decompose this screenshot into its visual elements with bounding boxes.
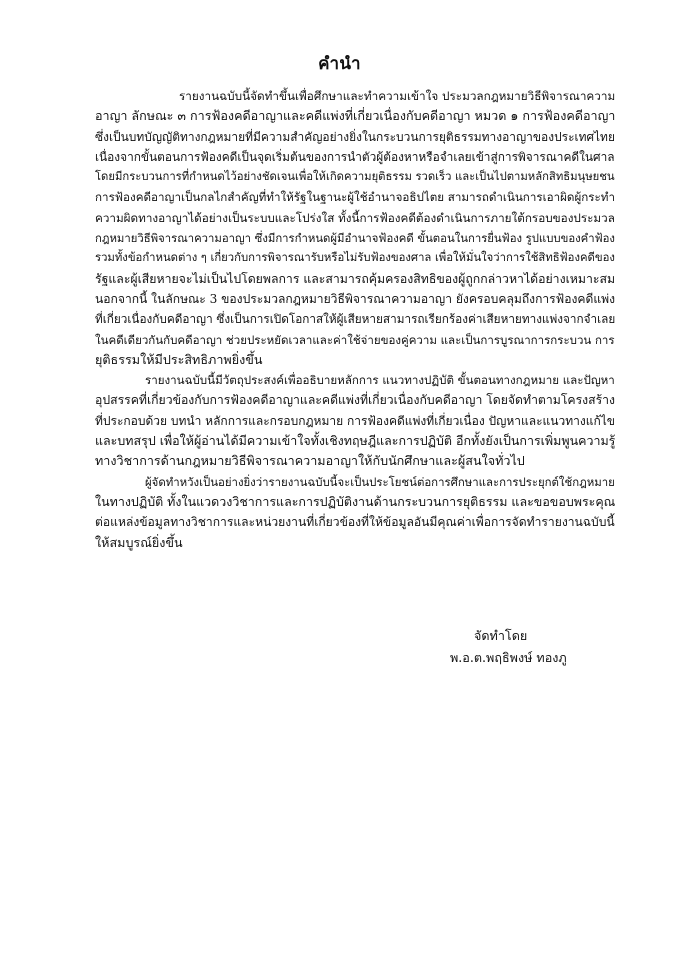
paragraph-line: ในคดีเดียวกันกับคดีอาญา ช่วยประหยัดเวลาและค่าใช้จ่ายของคู่ความ และเป็นการบูรณาการกระบวน การ [95,332,615,347]
page-title: คำนำ [318,54,361,74]
paragraph-line: อาญา ลักษณะ ๓ การฟ้องคดีอาญาและคดีแพ่งที่เกี่ยวเนื่องกับคดีอาญา หมวด ๑ การฟ้องคดีอาญา [95,108,616,124]
paragraph-closing [95,472,615,553]
signature-label: จัดทำโดย [474,628,528,643]
paragraph-line: ต่อแหล่งข้อมูลทางวิชาการและหน่วยงานที่เกี่ยวข้องที่ให้ข้อมูลอันมีคุณค่าเพื่อการจัดทำรายงานฉบับนี้ [95,515,615,530]
paragraph-line: และบทสรุป เพื่อให้ผู้อ่านได้มีความเข้าใจทั้งเชิงทฤษฎีและการปฏิบัติ อีกทั้งยังเป็นการเพิ่มพูนความรู้ [95,433,616,449]
paragraph-line: ในทางปฏิบัติ ทั้งในแวดวงวิชาการและการปฏิบัติงานด้านกระบวนการยุติธรรม และขอขอบพระคุณ [95,493,616,509]
paragraph-line: ที่เกี่ยวเนื่องกับคดีอาญา ซึ่งเป็นการเปิดโอกาสให้ผู้เสียหายสามารถเรียกร้องค่าเสียหายทางแพ่งจากจำเลย [95,312,616,327]
paragraph-line: รายงานฉบับนี้จัดทำขึ้นเพื่อศึกษาและทำความเข้าใจ ประมวลกฎหมายวิธีพิจารณาความ [179,89,616,103]
paragraph-intro [95,86,615,370]
paragraph-line: อุปสรรคที่เกี่ยวข้องกับการฟ้องคดีอาญาและคดีแพ่งที่เกี่ยวเนื่องกับคดีอาญา โดยจัดทำตามโครงสร้าง [95,393,615,408]
paragraph-line: ทางวิชาการด้านกฎหมายวิธีพิจารณาความอาญาให้กับนักศึกษาและผู้สนใจทั่วไป [95,453,525,469]
paragraph-line: เนื่องจากขั้นตอนการฟ้องคดีเป็นจุดเริ่มต้นของการนำตัวผู้ต้องหาหรือจำเลยเข้าสู่การพิจารณาคดีในศาล [95,149,615,164]
paragraph-line: ความผิดทางอาญาได้อย่างเป็นระบบและโปร่งใส ทั้งนี้การฟ้องคดีต้องดำเนินการภายใต้กรอบของประมวล [95,210,615,225]
paragraph-line: กฎหมายวิธีพิจารณาความอาญา ซึ่งมีการกำหนดผู้มีอำนาจฟ้องคดี ขั้นตอนในการยื่นฟ้อง รูปแบบของคำฟ้อง [95,231,615,246]
body-text [95,86,615,553]
paragraph-line: ซึ่งเป็นบทบัญญัติทางกฎหมายที่มีความสำคัญอย่างยิ่งในกระบวนการยุติธรรมทางอาญาของประเทศไทย [95,129,615,144]
paragraph-line: การฟ้องคดีอาญาเป็นกลไกสำคัญที่ทำให้รัฐในฐานะผู้ใช้อำนาจอธิปไตย สามารถดำเนินการเอาผิดผู้กระทำ [95,190,615,205]
paragraph-line: รายงานฉบับนี้มีวัตถุประสงค์เพื่ออธิบายหลักการ แนวทางปฏิบัติ ขั้นตอนทางกฎหมาย และปัญหา [145,373,615,388]
paragraph-line: โดยมีกระบวนการที่กำหนดไว้อย่างชัดเจนเพื่อให้เกิดความยุติธรรม รวดเร็ว และเป็นไปตามหลักสิทธิมนุษยชน [95,170,615,184]
paragraph-line: รัฐและผู้เสียหายจะไม่เป็นไปโดยพลการ และสามารถคุ้มครองสิทธิของผู้ถูกกล่าวหาได้อย่างเหมาะสม [95,271,616,286]
paragraph-line: นอกจากนี้ ในลักษณะ 3 ของประมวลกฎหมายวิธีพิจารณาความอาญา ยังครอบคลุมถึงการฟ้องคดีแพ่ง [95,291,616,306]
paragraph-objectives [95,370,615,471]
paragraph-line: ยุติธรรมให้มีประสิทธิภาพยิ่งขึ้น [95,351,263,367]
paragraph-line: ที่ประกอบด้วย บทนำ หลักการและกรอบกฎหมาย การฟ้องคดีแพ่งที่เกี่ยวเนื่อง ปัญหาและแนวทางแก้ไข [95,413,615,428]
paragraph-line: ให้สมบูรณ์ยิ่งขึ้น [95,534,183,550]
signature-name: พ.อ.ต.พฤธิพงษ์ ทองภู [450,650,567,665]
paragraph-line: รวมทั้งข้อกำหนดต่าง ๆ เกี่ยวกับการพิจารณารับหรือไม่รับฟ้องของศาล เพื่อให้มั่นใจว่าการใช้สิทธิฟ้องคดีของ [95,251,615,265]
paragraph-line: ผู้จัดทำหวังเป็นอย่างยิ่งว่ารายงานฉบับนี้จะเป็นประโยชน์ต่อการศึกษาและการประยุกต์ใช้กฎหมาย [145,474,615,489]
